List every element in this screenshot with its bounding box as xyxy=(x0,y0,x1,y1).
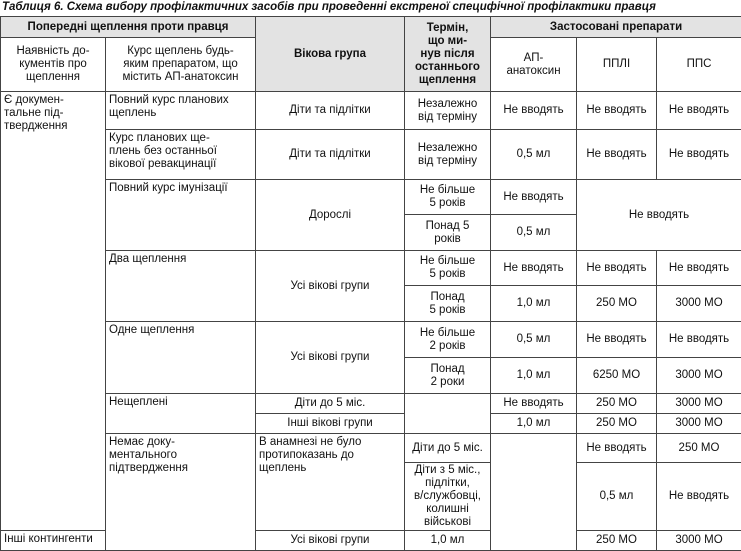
pps-cell: 3000 МО xyxy=(657,286,741,322)
course-one-vaccination: Одне щеплення xyxy=(106,322,256,394)
age-cell: Інші вікові групи xyxy=(256,414,405,434)
ppli-cell: 250 МО xyxy=(577,286,657,322)
ppli-pps-cell: Не вводять xyxy=(577,180,741,251)
table-row xyxy=(1,92,741,130)
term-cell xyxy=(491,434,577,551)
ppli-cell: 250 МО xyxy=(657,434,741,463)
pps-cell: Не вводять xyxy=(657,251,741,286)
term-cell: Не більше 2 років xyxy=(405,322,491,358)
ap-cell: 0,5 мл xyxy=(577,463,657,531)
term-cell: Понад 5 років xyxy=(405,286,491,322)
prophylaxis-table xyxy=(0,16,741,551)
header-documents: Наявність до- кументів про щеплення xyxy=(1,38,106,92)
age-cell: Діти до 5 міс. xyxy=(256,394,405,414)
table-row xyxy=(1,394,741,414)
ppli-cell: Не вводять xyxy=(577,322,657,358)
ap-cell: Не вводять xyxy=(491,394,577,414)
ap-cell: 1,0 мл xyxy=(491,286,577,322)
doc-confirmed: Є докумен- тальне під- твердження xyxy=(1,92,106,531)
ap-cell: 0,5 мл xyxy=(491,215,577,251)
age-cell: Усі вікові групи xyxy=(256,531,405,551)
ppli-cell: Не вводять xyxy=(577,251,657,286)
ppli-cell: Не вводять xyxy=(577,130,657,180)
age-cell: Усі вікові групи xyxy=(256,322,405,394)
header-ppli: ППЛІ xyxy=(577,38,657,92)
table-row xyxy=(1,180,741,215)
table-row xyxy=(1,434,741,463)
term-cell: Понад 2 роки xyxy=(405,358,491,394)
course-full-immunization: Повний курс імунізації xyxy=(106,180,256,251)
table-row xyxy=(1,130,741,180)
ppli-cell: 6250 МО xyxy=(577,358,657,394)
pps-cell: 3000 МО xyxy=(657,394,741,414)
pps-cell: Не вводять xyxy=(657,130,741,180)
ap-cell: Не вводять xyxy=(491,92,577,130)
ppli-cell: Не вводять xyxy=(577,92,657,130)
header-course: Курс щеплень будь- яким препаратом, що містить АП-анатоксин xyxy=(106,38,256,92)
course-no-contraindications: В анамнезі не було протипоказань до щеплень xyxy=(256,434,405,531)
header-age-group: Вікова група xyxy=(256,17,405,92)
age-cell: Дорослі xyxy=(256,180,405,251)
header-prev-vaccinations: Попередні щеплення проти правця xyxy=(1,17,256,38)
ap-cell: 1,0 мл xyxy=(491,358,577,394)
ap-cell: Не вводять xyxy=(577,434,657,463)
age-cell: Усі вікові групи xyxy=(256,251,405,322)
ap-cell: Не вводять xyxy=(491,251,577,286)
pps-cell: 3000 МО xyxy=(657,358,741,394)
ppli-cell: 250 МО xyxy=(577,394,657,414)
table-row xyxy=(1,251,741,286)
header-pps: ППС xyxy=(657,38,741,92)
term-cell xyxy=(405,394,491,434)
pps-cell: Не вводять xyxy=(657,322,741,358)
header-ap-anatoxin: АП- анатоксин xyxy=(491,38,577,92)
age-cell: Діти з 5 міс., підлітки, в/службовці, колишні військові xyxy=(405,463,491,531)
course-full-planned: Повний курс планових щеплень xyxy=(106,92,256,130)
pps-cell: Не вводять xyxy=(657,92,741,130)
age-cell: Діти та підлітки xyxy=(256,92,405,130)
ap-cell: 0,5 мл xyxy=(491,322,577,358)
table-caption: Таблиця 6. Схема вибору профілактичних засобів при проведенні екстреної специфічної профілактики правця xyxy=(0,0,741,16)
age-cell: Діти та підлітки xyxy=(256,130,405,180)
header-preparations: Застосовані препарати xyxy=(491,17,741,38)
age-cell: Діти до 5 міс. xyxy=(405,434,491,463)
header-term: Термін, що ми- нув після останнього щеплення xyxy=(405,17,491,92)
ppli-cell: Не вводять xyxy=(657,463,741,531)
ppli-cell: 250 МО xyxy=(577,531,657,551)
ap-cell: 1,0 мл xyxy=(491,414,577,434)
term-cell: Не більше 5 років xyxy=(405,180,491,215)
table-row xyxy=(1,322,741,358)
ppli-cell: 250 МО xyxy=(577,414,657,434)
course-unvaccinated: Нещеплені xyxy=(106,394,256,434)
term-cell: Незалежно від терміну xyxy=(405,92,491,130)
doc-not-confirmed: Немає доку- ментального підтвердження xyxy=(106,434,256,551)
course-two-vaccinations: Два щеплення xyxy=(106,251,256,322)
ap-cell: 0,5 мл xyxy=(491,130,577,180)
term-cell: Незалежно від терміну xyxy=(405,130,491,180)
term-cell: Понад 5 років xyxy=(405,215,491,251)
course-other-contingents: Інші контингенти xyxy=(1,531,106,551)
ap-cell: 1,0 мл xyxy=(405,531,491,551)
ap-cell: Не вводять xyxy=(491,180,577,215)
course-planned-no-last: Курс планових ще- плень без останньої вікової ревакцинації xyxy=(106,130,256,180)
term-cell: Не більше 5 років xyxy=(405,251,491,286)
pps-cell: 3000 МО xyxy=(657,414,741,434)
pps-cell: 3000 МО xyxy=(657,531,741,551)
